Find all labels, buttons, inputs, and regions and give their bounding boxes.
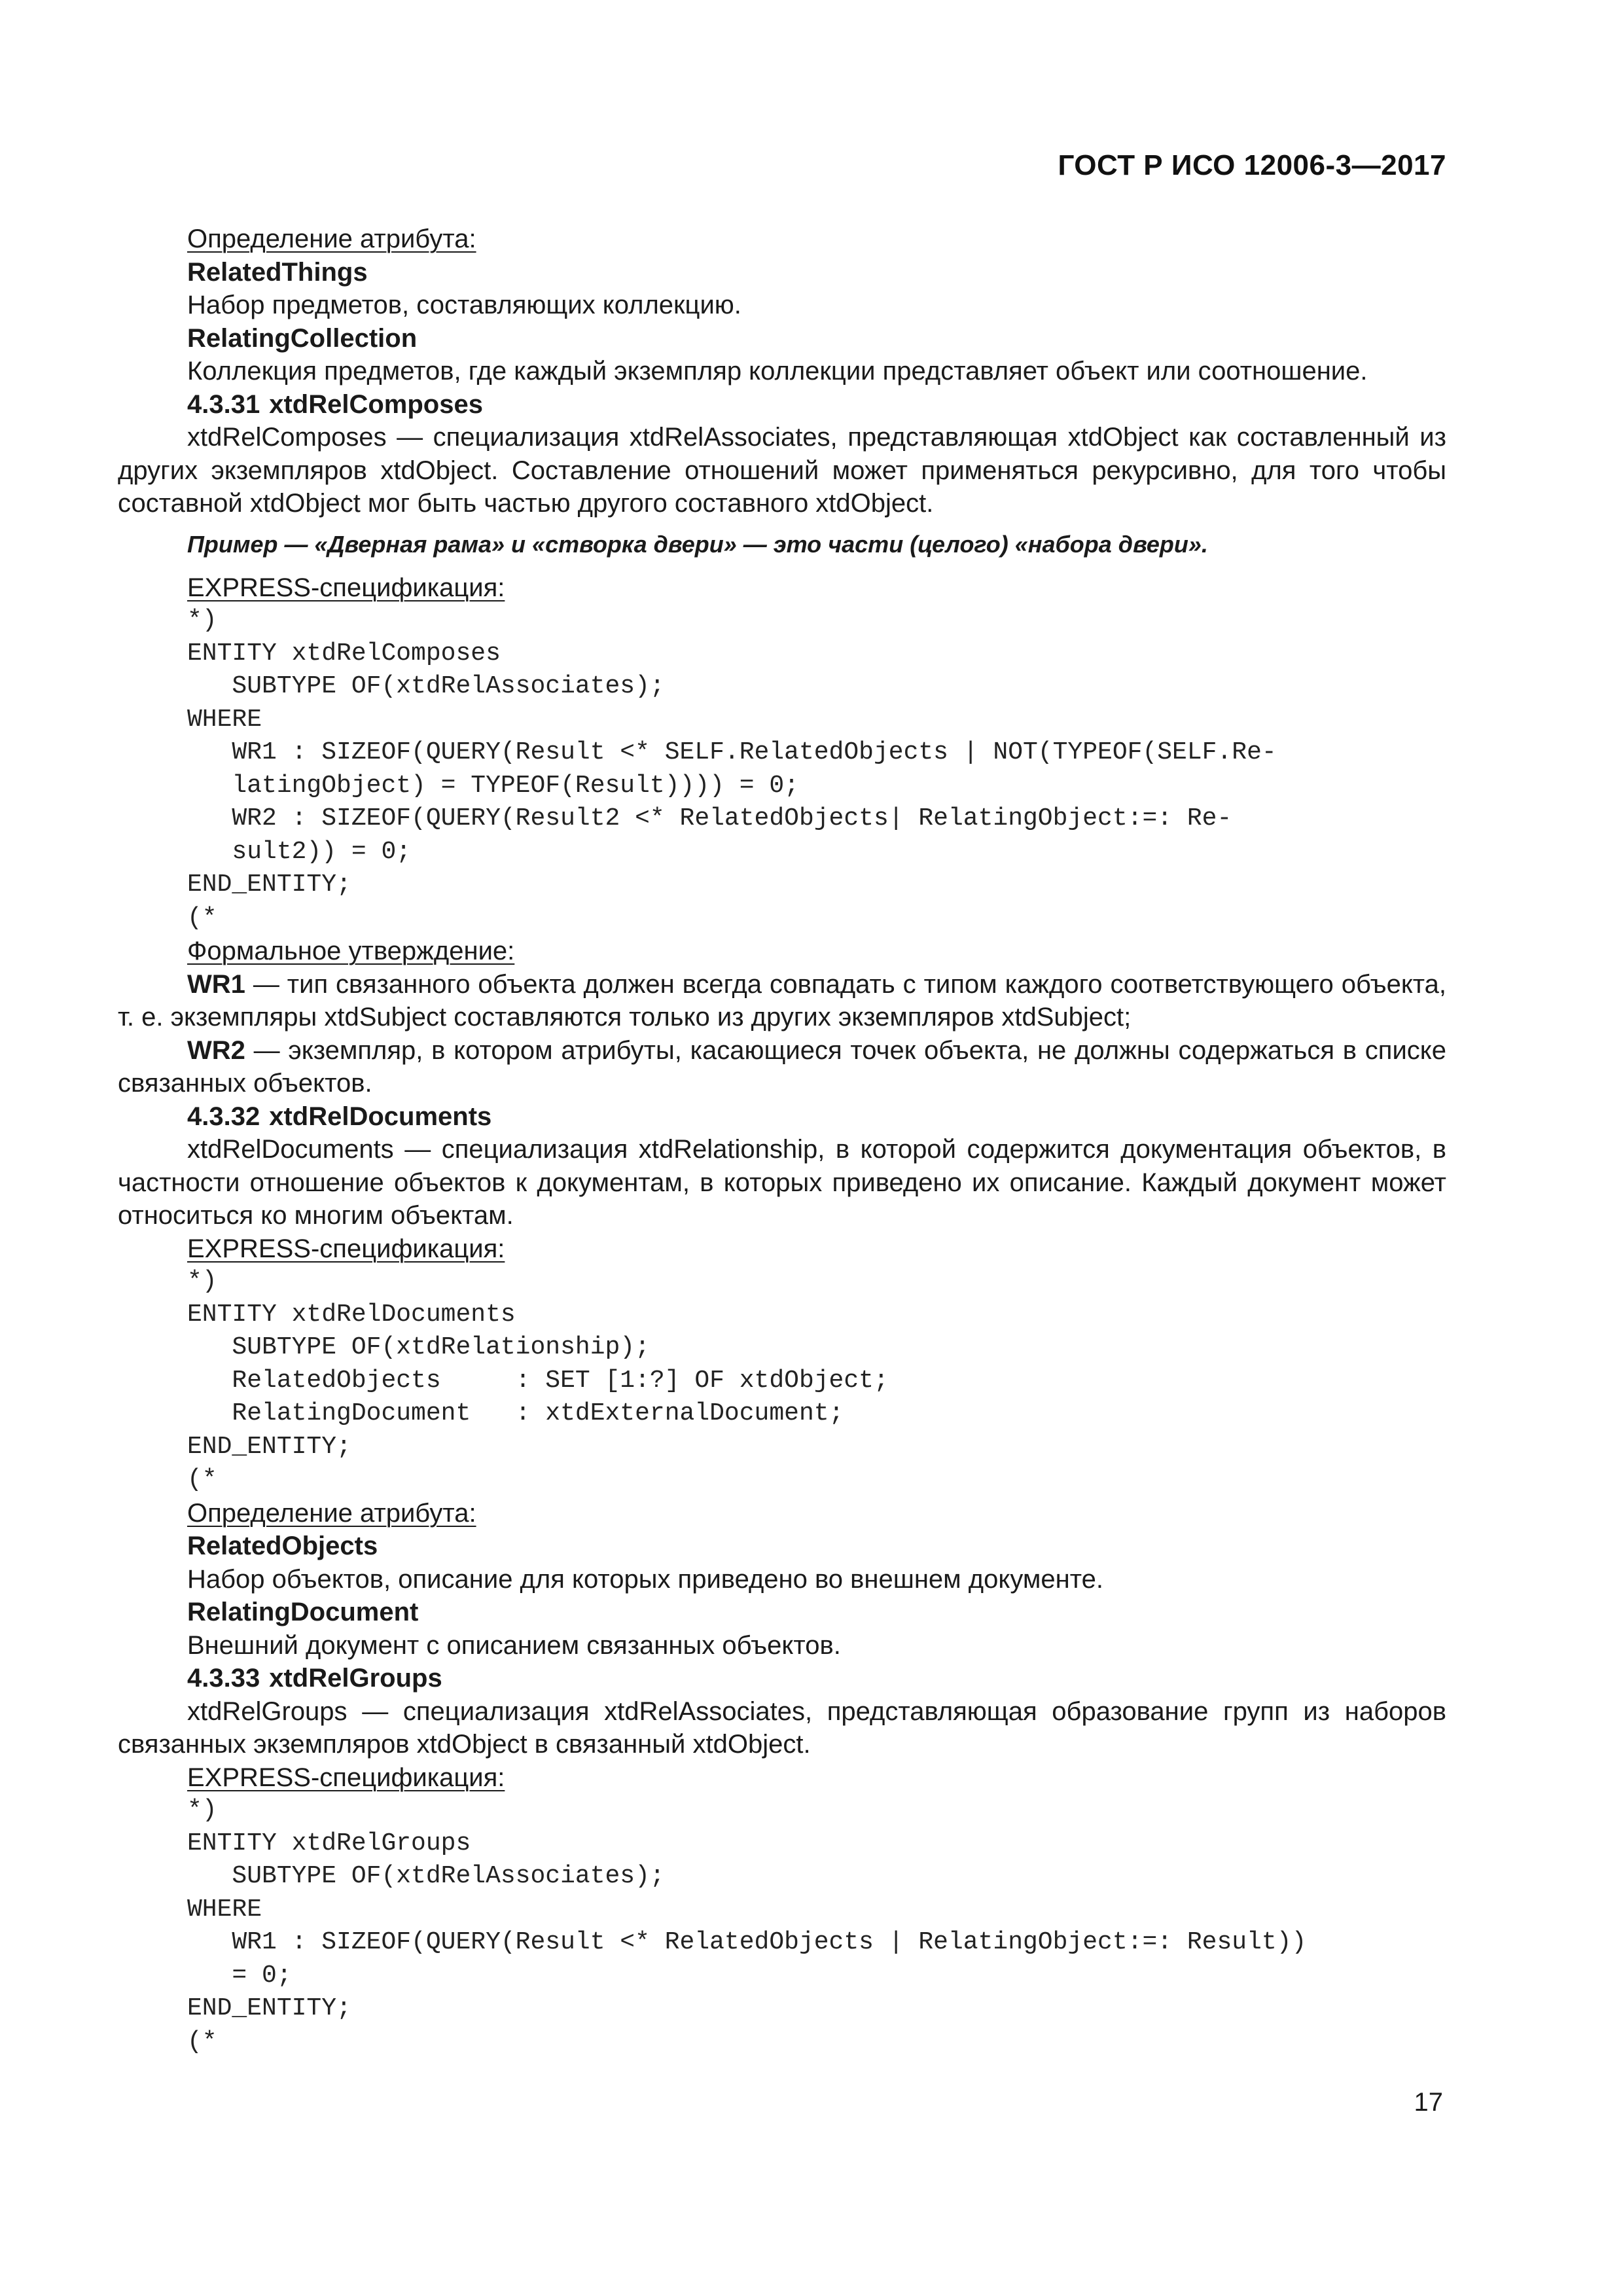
document-body [118,223,1446,2058]
code-line: SUBTYPE OF(xtdRelationship); [187,1333,650,1361]
code-line: *) [187,1267,217,1295]
code-line: END_ENTITY; [187,1994,351,2022]
code-block-xtdrelgroups [118,1794,1446,2058]
example-note: Пример — «Дверная рама» и «створка двери» — это части (целого) «набора двери». [187,530,1208,558]
code-line: END_ENTITY; [187,1432,351,1461]
code-block-xtdreldocuments [118,1265,1446,1497]
code-line: SUBTYPE OF(xtdRelAssociates); [187,672,665,700]
page-number: 17 [1414,2088,1443,2117]
code-line: END_ENTITY; [187,870,351,899]
code-line: WR1 : SIZEOF(QUERY(Result <* SELF.RelatedObjects | NOT(TYPEOF(SELF.Re- [187,738,1277,766]
code-line: sult2)) = 0; [187,837,412,866]
code-line: SUBTYPE OF(xtdRelAssociates); [187,1862,665,1890]
attribute-definition-heading: Определение атрибута: [187,1498,476,1528]
code-block-xtdrelcomposes [118,604,1446,935]
attribute-description: Внешний документ с описанием связанных объектов. [187,1630,841,1660]
section-heading-4-3-31: 4.3.31 xtdRelComposes [187,389,483,419]
code-line: *) [187,606,217,634]
attribute-description: Набор объектов, описание для которых приведено во внешнем документе. [187,1564,1103,1594]
code-line: latingObject) = TYPEOF(Result)))) = 0; [187,771,799,800]
attribute-name: RelatedObjects [187,1532,378,1560]
code-line: ENTITY xtdRelGroups [187,1829,471,1857]
code-line: ENTITY xtdRelDocuments [187,1300,516,1329]
attribute-name: RelatingDocument [187,1598,419,1626]
express-spec-heading: EXPRESS-спецификация: [187,573,505,602]
rule-wr2: WR2 — экземпляр, в котором атрибуты, касающиеся точек объекта, не должны содержаться в списке связанных объектов. [118,1035,1446,1098]
rule-wr1: WR1 — тип связанного объекта должен всегда совпадать с типом каждого соответствующего объекта, т. е. экземпляры xtdSubject составляются только из других экземпляров xtdSubject; [118,969,1446,1031]
code-line: *) [187,1796,217,1824]
section-heading-4-3-32: 4.3.32 xtdRelDocuments [187,1102,492,1131]
formal-statement-heading: Формальное утверждение: [187,937,515,965]
code-line: (* [187,1465,217,1494]
code-line: (* [187,903,217,932]
code-line: RelatedObjects : SET [1:?] OF xtdObject; [187,1366,889,1395]
attribute-description: Коллекция предметов, где каждый экземпляр коллекции представляет объект или соотношение. [187,357,1368,386]
code-line: ENTITY xtdRelComposes [187,639,501,668]
section-heading-4-3-33: 4.3.33 xtdRelGroups [187,1664,442,1693]
code-line: RelatingDocument : xtdExternalDocument; [187,1399,844,1427]
code-line: WR1 : SIZEOF(QUERY(Result <* RelatedObjects | RelatingObject:=: Result)) [187,1928,1307,1956]
section-paragraph: xtdRelGroups — специализация xtdRelAssociates, представляющая образование групп из наборов связанных экземпляров xtdObject в связанный xtdObject. [118,1696,1446,1759]
code-line: WHERE [187,1895,262,1924]
code-line: = 0; [187,1961,292,1990]
code-line: (* [187,2027,217,2056]
attribute-description: Набор предметов, составляющих коллекцию. [187,291,741,319]
section-paragraph: xtdRelDocuments — специализация xtdRelationship, в которой содержится документация объектов, в частности отношение объектов к документам, в которых приведено их описание. Каждый документ может относиться ко многим объектам. [118,1135,1446,1230]
section-paragraph: xtdRelComposes — специализация xtdRelAssociates, представляющая xtdObject как составленный из других экземпляров xtdObject. Составление отношений может применяться рекурсивно, для того чтобы составной xtdObject мог быть частью другого составного xtdObject. [118,423,1446,518]
express-spec-heading: EXPRESS-спецификация: [187,1763,505,1792]
document-header: ГОСТ Р ИСО 12006-3—2017 [1058,149,1446,181]
code-line: WR2 : SIZEOF(QUERY(Result2 <* RelatedObjects| RelatingObject:=: Re- [187,804,1232,833]
attribute-name: RelatingCollection [187,323,418,353]
attribute-name: RelatedThings [187,257,368,287]
express-spec-heading: EXPRESS-спецификация: [187,1234,505,1263]
code-line: WHERE [187,705,262,734]
attribute-definition-heading: Определение атрибута: [187,224,476,253]
